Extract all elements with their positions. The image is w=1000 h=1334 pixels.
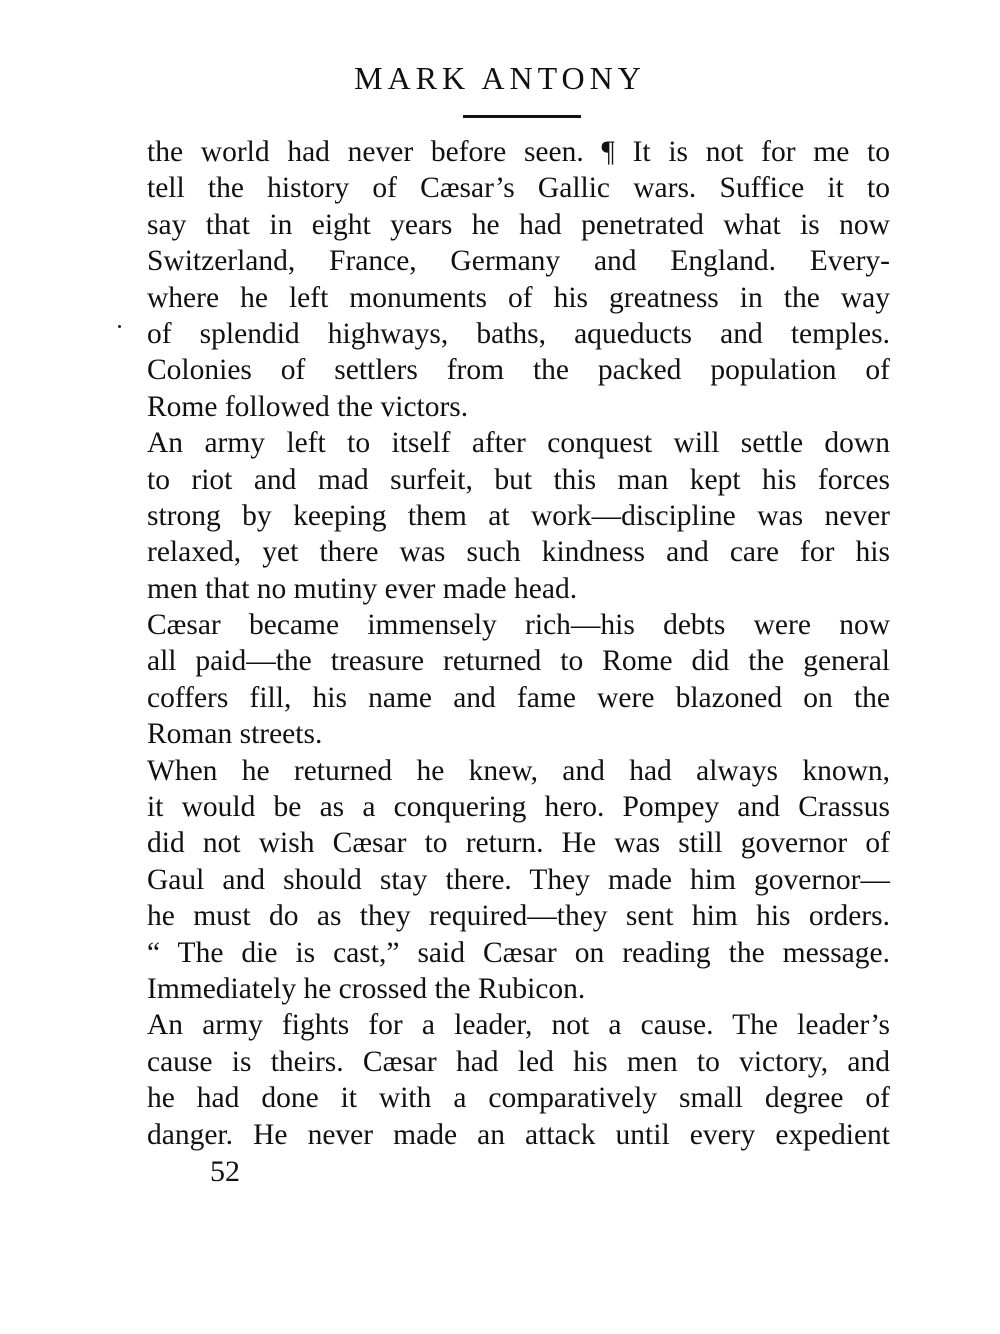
text-line: Cæsar became immensely rich—his debts were now xyxy=(147,609,890,642)
text-line: Colonies of settlers from the packed population of xyxy=(147,354,890,387)
text-line: strong by keeping them at work—discipline was never xyxy=(147,499,890,532)
text-line: coffers fill, his name and fame were blazoned on the xyxy=(147,681,890,714)
text-line: Rome followed the victors. xyxy=(147,390,469,423)
text-line: of splendid highways, baths, aqueducts and temples. xyxy=(147,317,890,350)
text-line: An army left to itself after conquest will settle down xyxy=(147,427,890,460)
text-line: When he returned he knew, and had always known, xyxy=(147,754,890,787)
text-line: men that no mutiny ever made head. xyxy=(147,572,578,605)
text-line: to riot and mad surfeit, but this man kept his forces xyxy=(147,463,890,496)
text-line: he had done it with a comparatively small degree of xyxy=(147,1082,890,1115)
text-line: relaxed, yet there was such kindness and care for his xyxy=(147,536,890,569)
text-line: did not wish Cæsar to return. He was still governor of xyxy=(147,827,890,860)
margin-speck xyxy=(118,325,121,328)
text-line: Roman streets. xyxy=(147,718,323,751)
text-line: where he left monuments of his greatness in the way xyxy=(147,281,890,314)
body-text xyxy=(147,134,890,1153)
text-line: Gaul and should stay there. They made him governor— xyxy=(147,863,890,896)
text-line: “ The die is cast,” said Cæsar on reading the message. xyxy=(147,936,890,969)
text-line: it would be as a conquering hero. Pompey and Crassus xyxy=(147,791,890,824)
text-line: Immediately he crossed the Rubicon. xyxy=(147,972,586,1005)
running-title: MARK ANTONY xyxy=(354,60,646,96)
text-line: Switzerland, France, Germany and England. Every- xyxy=(147,245,890,278)
text-line: say that in eight years he had penetrated what is now xyxy=(147,208,890,241)
page-number: 52 xyxy=(210,1155,240,1188)
text-line: danger. He never made an attack until every expedient xyxy=(147,1118,890,1151)
text-line: tell the history of Cæsar’s Gallic wars. Suffice it to xyxy=(147,172,890,205)
text-line: all paid—the treasure returned to Rome did the general xyxy=(147,645,890,678)
text-line: he must do as they required—they sent him his orders. xyxy=(147,900,890,933)
text-line: cause is theirs. Cæsar had led his men to victory, and xyxy=(147,1045,890,1078)
text-line: An army fights for a leader, not a cause. The leader’s xyxy=(147,1009,890,1042)
title-rule xyxy=(463,115,581,118)
text-line: the world had never before seen. ¶ It is not for me to xyxy=(147,136,890,168)
